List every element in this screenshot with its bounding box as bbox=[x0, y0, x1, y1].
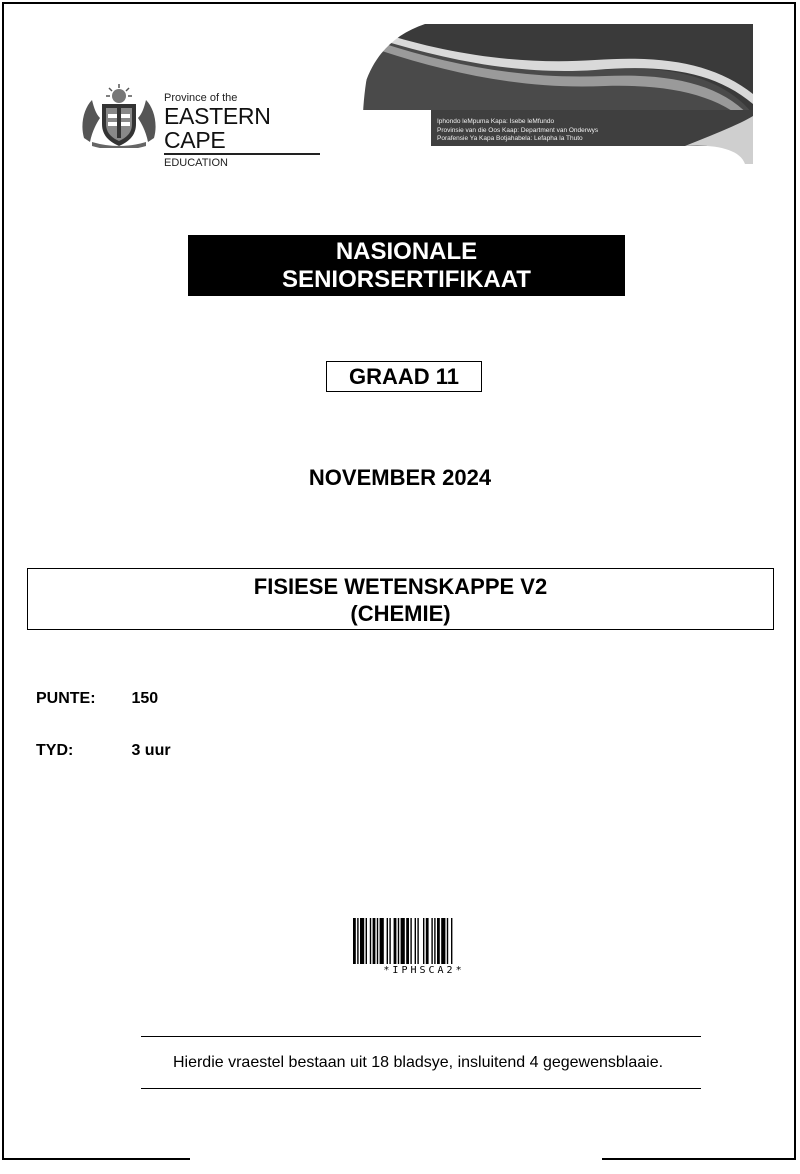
barcode-bar bbox=[366, 918, 367, 964]
barcode-bar bbox=[417, 918, 418, 964]
banner-department-lines bbox=[437, 118, 598, 144]
time-label: TYD: bbox=[36, 742, 74, 759]
exam-date: NOVEMBER 2024 bbox=[308, 465, 492, 490]
barcode-bar bbox=[426, 918, 429, 964]
barcode-bar bbox=[415, 918, 416, 964]
barcode-bar bbox=[431, 918, 432, 964]
barcode-bar bbox=[398, 918, 399, 964]
subject-line-2: (CHEMIE) bbox=[350, 601, 451, 626]
barcode-bar bbox=[373, 918, 376, 964]
marks-label: PUNTE: bbox=[36, 690, 96, 707]
marks-value: 150 bbox=[131, 690, 159, 707]
barcode-icon bbox=[353, 918, 495, 964]
time-row bbox=[36, 741, 171, 761]
barcode-text: *IPHSCA2* bbox=[383, 965, 465, 976]
barcode-bar bbox=[406, 918, 409, 964]
logo-text bbox=[164, 92, 328, 169]
barcode-bar bbox=[423, 918, 424, 964]
barcode-bar bbox=[380, 918, 384, 964]
barcode-bar bbox=[441, 918, 445, 964]
footer-gap bbox=[190, 1152, 602, 1166]
barcode-bar bbox=[377, 918, 378, 964]
page-count-note: Hierdie vraestel bestaan uit 18 bladsye, insluitend 4 gegewensblaaie. bbox=[172, 1054, 664, 1071]
barcode-bar bbox=[410, 918, 411, 964]
barcode-bar bbox=[447, 918, 448, 964]
barcode-bar bbox=[387, 918, 388, 964]
barcode-bar bbox=[357, 918, 358, 964]
eastern-cape-logo bbox=[78, 84, 328, 169]
barcode-bar bbox=[401, 918, 405, 964]
grade-box: GRAAD 11 bbox=[326, 361, 482, 392]
barcode-bar bbox=[437, 918, 440, 964]
barcode-bar bbox=[360, 918, 364, 964]
banner-line: Porafensie Ya Kapa Botjahabela: Lefapha la Thuto bbox=[437, 135, 583, 142]
logo-education-label: EDUCATION bbox=[164, 157, 228, 169]
footer-rule-top bbox=[141, 1036, 701, 1037]
subject-box bbox=[27, 568, 774, 630]
barcode-bar bbox=[434, 918, 435, 964]
banner-line: Iphondo leMpuma Kapa: Isebe leMfundo bbox=[437, 118, 555, 125]
banner-line: Provinsie van die Oos Kaap: Department van Onderwys bbox=[437, 126, 599, 134]
logo-eastern-cape: EASTERN CAPE bbox=[164, 103, 271, 153]
barcode-bar bbox=[451, 918, 452, 964]
barcode-bar bbox=[389, 918, 390, 964]
subject-line-1: FISIESE WETENSKAPPE V2 bbox=[253, 574, 548, 599]
logo-divider bbox=[164, 153, 320, 155]
barcode-bar bbox=[370, 918, 371, 964]
coat-of-arms-icon bbox=[78, 84, 160, 148]
title-line-2: SENIORSERTIFIKAAT bbox=[282, 266, 531, 293]
logo-province-label: Province of the bbox=[164, 92, 238, 104]
certificate-title-box bbox=[188, 235, 625, 296]
marks-row bbox=[36, 689, 158, 709]
time-value: 3 uur bbox=[131, 742, 171, 759]
footer-rule-bottom bbox=[141, 1088, 701, 1089]
barcode-bar bbox=[353, 918, 356, 964]
title-line-1: NASIONALE bbox=[335, 238, 478, 265]
barcode-bar bbox=[394, 918, 397, 964]
